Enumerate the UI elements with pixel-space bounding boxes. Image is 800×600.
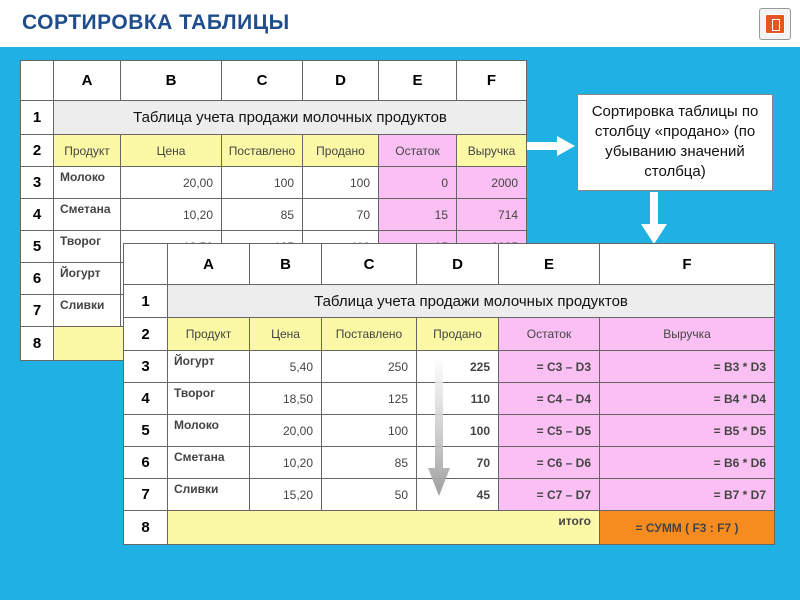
row-header[interactable]: 7 bbox=[124, 479, 168, 511]
row-header[interactable]: 3 bbox=[124, 351, 168, 383]
column-header[interactable]: B bbox=[121, 61, 222, 101]
row-header[interactable]: 8 bbox=[124, 511, 168, 545]
column-header[interactable]: A bbox=[168, 244, 250, 285]
header-cell[interactable]: Продано bbox=[417, 318, 499, 351]
header-cell[interactable]: Выручка bbox=[600, 318, 775, 351]
supplied-cell[interactable]: 125 bbox=[322, 383, 417, 415]
revenue-cell[interactable]: 2000 bbox=[457, 167, 527, 199]
supplied-cell[interactable]: 100 bbox=[222, 167, 303, 199]
table-title[interactable]: Таблица учета продажи молочных продуктов bbox=[54, 101, 527, 135]
corner-cell[interactable] bbox=[124, 244, 168, 285]
remainder-cell[interactable]: 0 bbox=[379, 167, 457, 199]
table-row bbox=[124, 318, 775, 351]
product-cell[interactable]: Сливки bbox=[168, 479, 250, 511]
row-header[interactable]: 6 bbox=[21, 263, 54, 295]
column-header-row bbox=[124, 244, 775, 285]
revenue-formula-cell[interactable]: = B5 * D5 bbox=[600, 415, 775, 447]
table-row bbox=[21, 135, 527, 167]
sold-cell[interactable]: 225 bbox=[417, 351, 499, 383]
header-cell[interactable]: Поставлено bbox=[322, 318, 417, 351]
header-cell[interactable]: Цена bbox=[250, 318, 322, 351]
revenue-formula-cell[interactable]: = B6 * D6 bbox=[600, 447, 775, 479]
corner-cell[interactable] bbox=[21, 61, 54, 101]
row-header[interactable]: 2 bbox=[21, 135, 54, 167]
remainder-formula-cell[interactable]: = C4 – D4 bbox=[499, 383, 600, 415]
revenue-formula-cell[interactable]: = B3 * D3 bbox=[600, 351, 775, 383]
product-cell[interactable]: Творог bbox=[168, 383, 250, 415]
table-row bbox=[21, 199, 527, 231]
row-header[interactable]: 1 bbox=[124, 285, 168, 318]
header-cell[interactable]: Продукт bbox=[54, 135, 121, 167]
supplied-cell[interactable]: 50 bbox=[322, 479, 417, 511]
row-header[interactable]: 1 bbox=[21, 101, 54, 135]
column-header[interactable]: C bbox=[222, 61, 303, 101]
remainder-formula-cell[interactable]: = C3 – D3 bbox=[499, 351, 600, 383]
row-header[interactable]: 4 bbox=[21, 199, 54, 231]
column-header[interactable]: E bbox=[379, 61, 457, 101]
sold-cell[interactable]: 110 bbox=[417, 383, 499, 415]
supplied-cell[interactable]: 85 bbox=[222, 199, 303, 231]
product-cell[interactable]: Молоко bbox=[54, 167, 121, 199]
table-row bbox=[21, 101, 527, 135]
column-header[interactable]: C bbox=[322, 244, 417, 285]
revenue-cell[interactable]: 714 bbox=[457, 199, 527, 231]
column-header[interactable]: A bbox=[54, 61, 121, 101]
row-header[interactable]: 5 bbox=[124, 415, 168, 447]
column-header[interactable]: F bbox=[600, 244, 775, 285]
header-cell[interactable]: Остаток bbox=[379, 135, 457, 167]
price-cell[interactable]: 10,20 bbox=[250, 447, 322, 479]
sold-cell[interactable]: 100 bbox=[417, 415, 499, 447]
product-cell[interactable]: Йогурт bbox=[54, 263, 121, 295]
remainder-formula-cell[interactable]: = C7 – D7 bbox=[499, 479, 600, 511]
table-row bbox=[21, 167, 527, 199]
supplied-cell[interactable]: 85 bbox=[322, 447, 417, 479]
sold-cell[interactable]: 70 bbox=[417, 447, 499, 479]
header-cell[interactable]: Остаток bbox=[499, 318, 600, 351]
home-button[interactable] bbox=[759, 8, 791, 40]
product-cell[interactable]: Йогурт bbox=[168, 351, 250, 383]
column-header[interactable]: E bbox=[499, 244, 600, 285]
remainder-formula-cell[interactable]: = C6 – D6 bbox=[499, 447, 600, 479]
header-cell[interactable]: Продано bbox=[303, 135, 379, 167]
supplied-cell[interactable]: 250 bbox=[322, 351, 417, 383]
price-cell[interactable]: 18,50 bbox=[250, 383, 322, 415]
revenue-formula-cell[interactable]: = B4 * D4 bbox=[600, 383, 775, 415]
total-label-cell[interactable]: итого bbox=[168, 511, 600, 545]
table-row bbox=[124, 285, 775, 318]
sold-cell[interactable]: 45 bbox=[417, 479, 499, 511]
row-header[interactable]: 2 bbox=[124, 318, 168, 351]
column-header[interactable]: D bbox=[303, 61, 379, 101]
row-header[interactable]: 4 bbox=[124, 383, 168, 415]
sold-cell[interactable]: 100 bbox=[303, 167, 379, 199]
column-header[interactable]: D bbox=[417, 244, 499, 285]
header-cell[interactable]: Продукт bbox=[168, 318, 250, 351]
revenue-formula-cell[interactable]: = B7 * D7 bbox=[600, 479, 775, 511]
sort-down-arrow-icon bbox=[428, 356, 450, 496]
header-bar bbox=[0, 0, 800, 47]
row-header[interactable]: 6 bbox=[124, 447, 168, 479]
home-icon bbox=[765, 14, 785, 34]
row-header[interactable]: 3 bbox=[21, 167, 54, 199]
column-header[interactable]: F bbox=[457, 61, 527, 101]
price-cell[interactable]: 10,20 bbox=[121, 199, 222, 231]
product-cell[interactable]: Сметана bbox=[168, 447, 250, 479]
price-cell[interactable]: 20,00 bbox=[250, 415, 322, 447]
product-cell[interactable]: Сливки bbox=[54, 295, 121, 327]
column-header-row bbox=[21, 61, 527, 101]
header-cell[interactable]: Цена bbox=[121, 135, 222, 167]
total-sum-cell[interactable]: = СУММ ( F3 : F7 ) bbox=[600, 511, 775, 545]
column-header[interactable]: B bbox=[250, 244, 322, 285]
supplied-cell[interactable]: 100 bbox=[322, 415, 417, 447]
row-header[interactable]: 8 bbox=[21, 327, 54, 361]
row-header[interactable]: 7 bbox=[21, 295, 54, 327]
price-cell[interactable]: 5,40 bbox=[250, 351, 322, 383]
product-cell[interactable]: Сметана bbox=[54, 199, 121, 231]
header-cell[interactable]: Поставлено bbox=[222, 135, 303, 167]
total-row bbox=[124, 511, 775, 545]
arrow-right-icon bbox=[527, 136, 577, 156]
price-cell[interactable]: 20,00 bbox=[121, 167, 222, 199]
price-cell[interactable]: 15,20 bbox=[250, 479, 322, 511]
table-title[interactable]: Таблица учета продажи молочных продуктов bbox=[168, 285, 775, 318]
arrow-down-icon bbox=[641, 192, 667, 244]
remainder-cell[interactable]: 15 bbox=[379, 199, 457, 231]
page-title: СОРТИРОВКА ТАБЛИЦЫ bbox=[22, 11, 290, 34]
product-cell[interactable]: Молоко bbox=[168, 415, 250, 447]
sold-cell[interactable]: 70 bbox=[303, 199, 379, 231]
product-cell[interactable]: Творог bbox=[54, 231, 121, 263]
remainder-formula-cell[interactable]: = C5 – D5 bbox=[499, 415, 600, 447]
header-cell[interactable]: Выручка bbox=[457, 135, 527, 167]
sort-note: Сортировка таблицы по столбцу «продано» (по убыванию значений столбца) bbox=[577, 94, 773, 191]
row-header[interactable]: 5 bbox=[21, 231, 54, 263]
